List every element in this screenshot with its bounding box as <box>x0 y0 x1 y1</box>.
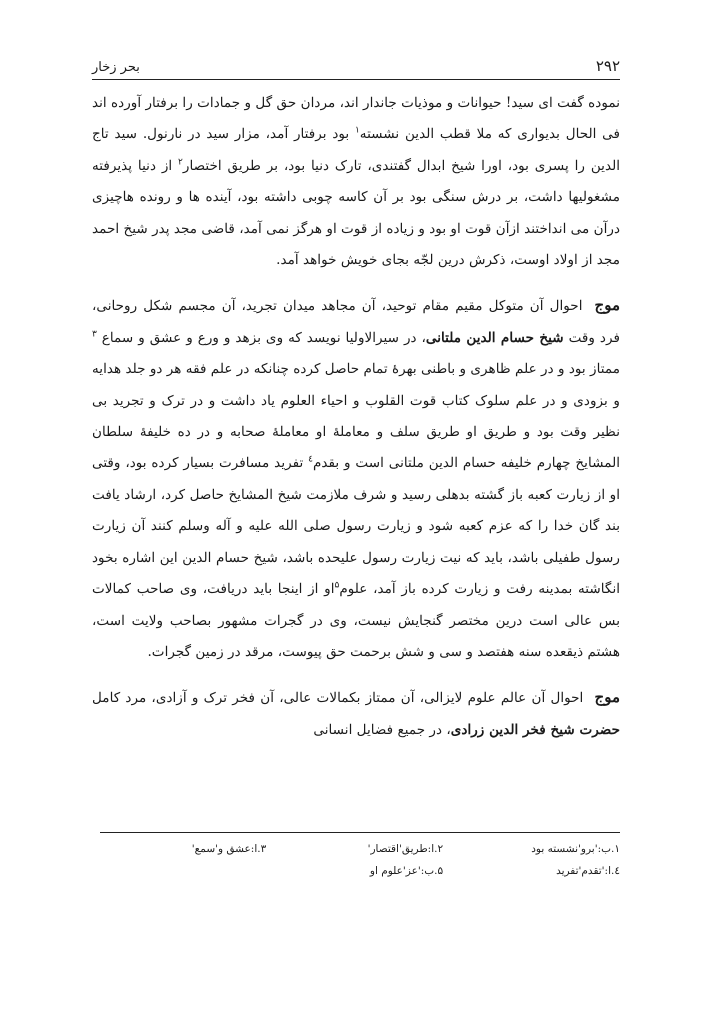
footnote-empty-cell <box>92 860 266 882</box>
footnotes <box>92 838 620 882</box>
paragraph-3-text-b: ، در جمیع فضایل انسانی <box>313 721 451 738</box>
footnote-mark-2: ۲ <box>178 157 183 168</box>
paragraph-2-text-a: احوال آن متوکل مقیم مقام توحید، آن مجاهد میدان تجرید، آن مجسم شکل روحانی، فرد وقت <box>92 298 620 346</box>
footnote-mark-5: ۵ <box>334 580 340 591</box>
footnote-2: ۲.ا:طریق'اقتصار' <box>367 843 444 855</box>
paragraph-3-lead: موج <box>594 688 620 707</box>
paragraph-2-text-e: او از اینجا باید دریافت، وی صاحب کمالات بس عالی است درین مختصر گنجایش نیست، وی در گجرات مشهور بصاحب ولایت است، هشتم ذیقعده سنه هفتصد و سی و شش برحمت حق پیوست، مرقد در زمین گجرات. <box>92 581 620 660</box>
person-name-fakhr-al-din: حضرت شیخ فخر الدین زرادی <box>450 721 620 738</box>
paragraph-3-text-a: احوال آن عالم علوم لایزالی، آن ممتاز بکمالات عالی، آن فخر ترک و آزادی، مرد کامل <box>92 690 584 707</box>
person-name-hesam-al-din: شیخ حسام الدین ملتانی <box>425 329 564 346</box>
paragraph-3 <box>92 682 620 746</box>
footnote-3: ۳.ا:عشق و'سمع' <box>191 843 267 855</box>
footnote-1: ۱.ب:'برو'نشسته بود <box>531 843 620 855</box>
paragraph-1-text-b: بود برفتار آمد، مزار سید در نارنول. سید تاج الدین را پسری بود، اورا شیخ ابدال گفتندی، تارک دنیا بود، بر طریق اختصار <box>92 126 621 174</box>
footnote-divider <box>100 832 620 833</box>
footnote-mark-4: ٤ <box>308 454 313 465</box>
paragraph-1-text-a: نموده گفت ای سید! حیوانات و موذیات جاندار اند، مردان حق گل و جمادات را برفتار آورده اند فی الحال بدیواری که ملا قطب الدین نشسته <box>92 95 620 143</box>
body-text <box>92 88 620 760</box>
paragraph-2-text-b: ، در سیرالاولیا نویسد که وی بزهد و ورع و عشق و سماع <box>101 329 426 346</box>
paragraph-2-lead: موج <box>594 296 620 315</box>
footnote-row-1 <box>92 838 620 860</box>
paragraph-2-text-c: ممتاز بود و در علم ظاهری و باطنی بهرهٔ تمام حاصل کرده چنانکه در علم فقه هر دو جلد هدایه و بزودی و در علم سلوک کتاب قوت القلوب و احیاء العلوم یاد داشت و در ترک و تجرید بی نظیر وقت بود و طریق او طریق سلف و معاملهٔ او معاملهٔ صحابه و در ده خلیفهٔ سلطان المشایخ چهارم خلیفه حسام الدین ملتانی است و بقدم <box>92 361 621 472</box>
footnote-mark-3: ۳ <box>92 329 97 340</box>
footnote-row-2 <box>92 860 620 882</box>
paragraph-2 <box>92 290 620 668</box>
footnote-mark-1: ۱ <box>354 125 360 136</box>
page-header <box>92 52 620 80</box>
paragraph-2-text-d: تفرید مسافرت بسیار کرده بود، وقتی او از زیارت کعبه باز گشته بدهلی رسید و شرف ملازمت شیخ المشایخ حاصل کرد، ارشاد یافت بند گان خدا را که عزم کعبه شود و زیارت رسول صلی الله علیه و آله وسلم کنند آن زیارت رسول طفیلی باشد، باید که نیت زیارت رسول علیحده باشد، شیخ حسام الدین این اشاره بخود انگاشته بمدینه رفت و زیارت کرده باز آمد، علوم <box>92 455 620 598</box>
paragraph-1-text-c: از دنیا پذیرفته مشغولیها داشت، بر درش سنگی بود بر آن کاسه چوبی داشته بود، آینده ها و رونده هاچیزی درآن می انداختند ازآن قوت او بود و زیاده از قوت او هرگز نمی آمد، قاضی مجد پدر شیخ احمد مجد از اولاد اوست، ذکرش درین لجّه بجای خویش خواهد آمد. <box>92 157 620 269</box>
footnote-4: ٤.ا:'تقدم'تفرید <box>556 865 620 877</box>
paragraph-1 <box>92 88 620 276</box>
running-title: بحر زخار <box>92 60 140 75</box>
footnote-5: ۵.ب:'عز'علوم او <box>369 865 444 877</box>
page-number: ۲۹۲ <box>595 57 620 75</box>
